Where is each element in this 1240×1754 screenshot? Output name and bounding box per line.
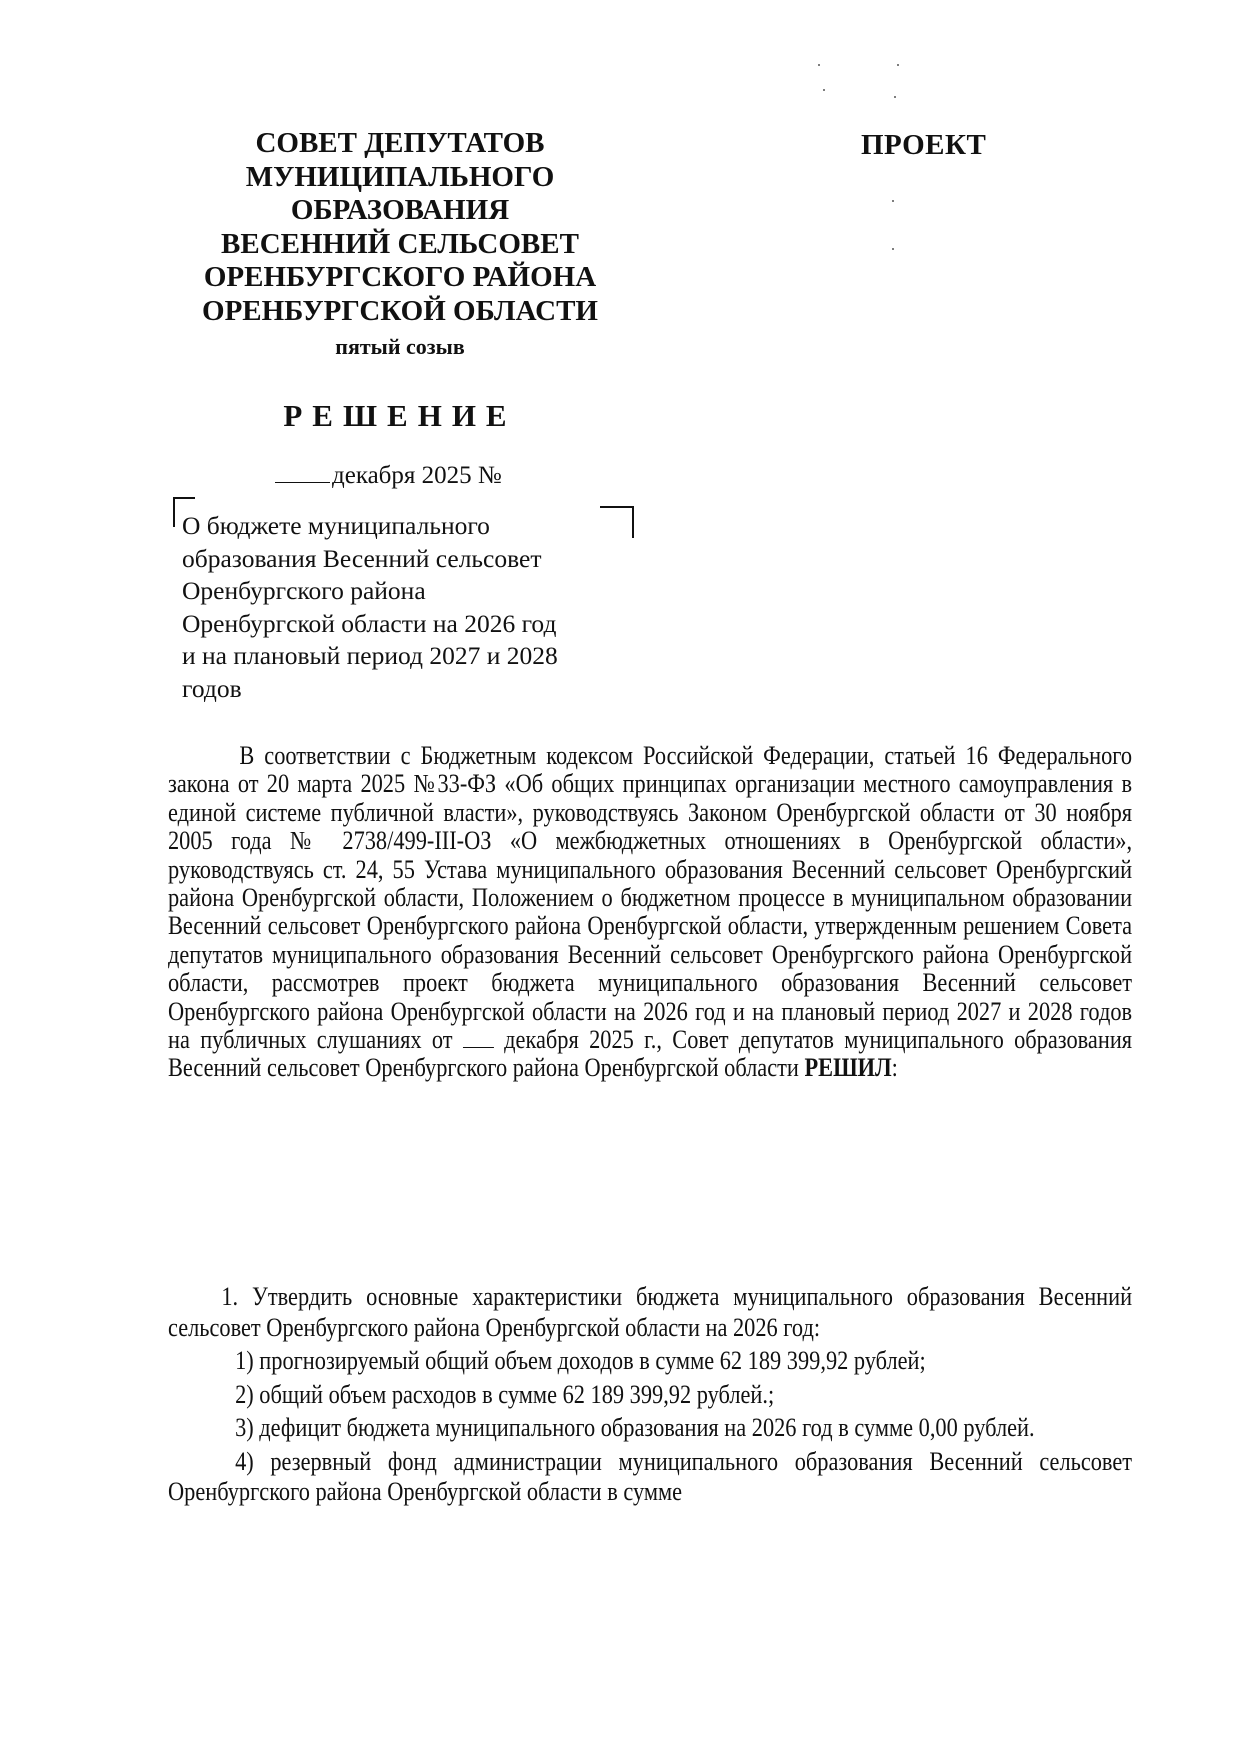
convocation: пятый созыв	[335, 334, 465, 359]
preamble-text: В соответствии с Бюджетным кодексом Российской Федерации, статьей 16 Федерального закона от 20 марта 2025 №33-ФЗ «Об общих принципах организации местного самоуправления в единой системе публичной власти», руководствуясь Законом Оренбургской области от 30 ноября 2005 года № 2738/499-III-ОЗ «О межбюджетных отношениях в Оренбургской области», руководствуясь ст. 24, 55 Устава муниципального образования Весенний сельсовет Оренбургский района Оренбургской области, Положением о бюджетном процессе в муниципальном образовании Весенний сельсовет Оренбургского района Оренбургской области, утвержденным решением Совета депутатов муниципального образования Весенний сельсовет Оренбургского района Оренбургской области, рассмотрев проект бюджета муниципального образования Весенний сельсовет Оренбургского района Оренбургской области на 2026 год и на плановый период 2027 и 2028 годов на публичных слушаниях от	[168, 741, 1133, 1055]
point-1-subitem-4: 4) резервный фонд администрации муниципального образования Весенний сельсовет Оренбургского района Оренбургской области в сумме	[168, 1446, 1133, 1506]
scan-speck	[894, 96, 896, 98]
project-label: ПРОЕКТ	[861, 129, 987, 161]
point-1-subitem-2: 2) общий объем расходов в сумме 62 189 399,92 рублей.;	[235, 1379, 775, 1409]
point-1: 1. Утвердить основные характеристики бюджета муниципального образования Весенний сельсовет Оренбургского района Оренбургской области на 2026 год:	[168, 1282, 1133, 1342]
hearing-date-blank	[463, 1047, 494, 1048]
subject-line: Оренбургской области на 2026 год	[182, 608, 557, 638]
preamble	[168, 742, 1132, 1083]
header-line: СОВЕТ ДЕПУТАТОВ	[255, 127, 545, 159]
subject-line: Оренбургского района	[182, 576, 426, 605]
preamble-paragraph	[168, 742, 1132, 1083]
point-1-subitem-1: 1) прогнозируемый общий объем доходов в сумме 62 189 399,92 рублей;	[235, 1346, 926, 1375]
header-line: ВЕСЕННИЙ СЕЛЬСОВЕТ	[221, 227, 579, 260]
header-line: ОБРАЗОВАНИЯ	[290, 194, 510, 226]
preamble-text-continued: декабря 2025 г., Совет депутатов муниципального образования Весенний сельсовет Оренбургского района Оренбургской области	[168, 1025, 1133, 1083]
date-month-year: декабря 2025 №	[332, 462, 502, 489]
scan-speck	[897, 64, 899, 66]
decided-keyword: РЕШИЛ	[804, 1053, 892, 1083]
date-day-blank	[275, 482, 330, 483]
header-line: ОРЕНБУРГСКОГО РАЙОНА	[203, 261, 597, 293]
header-line: ОРЕНБУРГСКОЙ ОБЛАСТИ	[202, 294, 598, 327]
decision-points	[168, 1282, 1132, 1511]
date-line	[275, 462, 502, 490]
subject-line: и на плановый период 2027 и 2028	[182, 641, 558, 670]
subject-line: образования Весенний сельсовет	[182, 543, 542, 573]
scan-speck	[823, 89, 825, 91]
subject-line: годов	[182, 673, 242, 703]
document-title: РЕШЕНИЕ	[283, 398, 517, 433]
decided-suffix: :	[891, 1053, 898, 1083]
scan-speck	[892, 248, 894, 250]
point-1-subitem-3: 3) дефицит бюджета муниципального образования на 2026 год в сумме 0,00 рублей.	[235, 1413, 1035, 1442]
subject-line: О бюджете муниципального	[182, 511, 490, 540]
issuing-body-header	[190, 127, 610, 362]
header-line: МУНИЦИПАЛЬНОГО	[245, 160, 555, 193]
document-subject	[182, 510, 622, 705]
scan-speck	[818, 64, 820, 66]
scan-speck	[892, 200, 894, 202]
